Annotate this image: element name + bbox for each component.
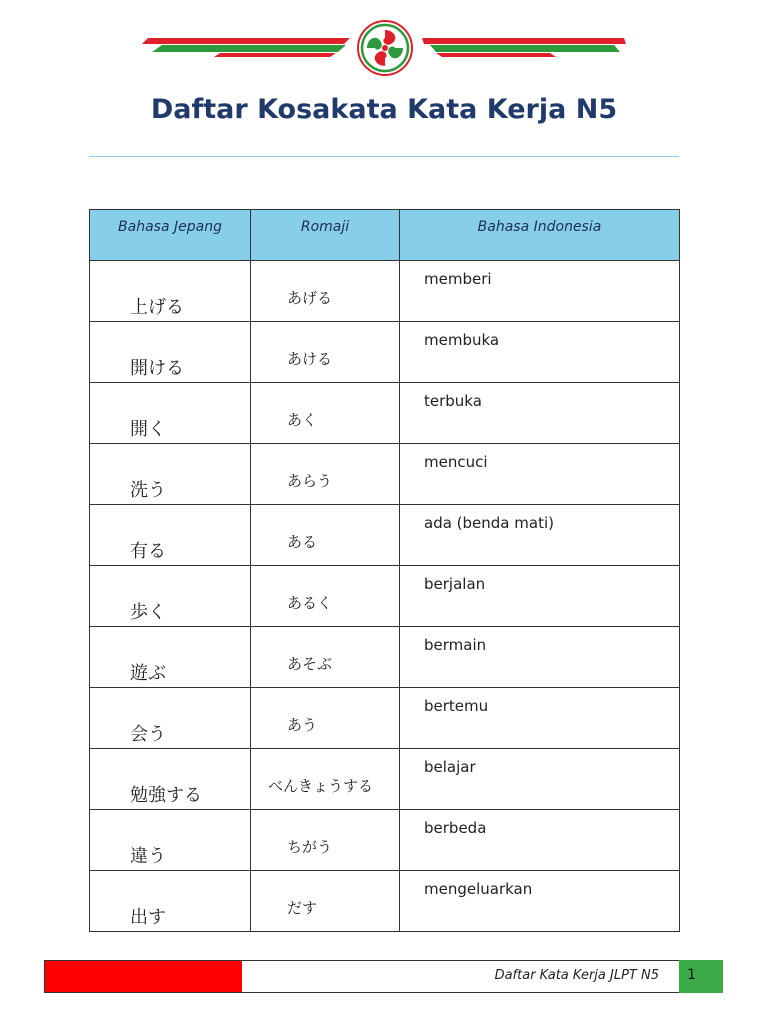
- table-row: [90, 810, 680, 871]
- cell-reading: [251, 810, 400, 871]
- table-row: [90, 749, 680, 810]
- meaning-text: bermain: [424, 636, 487, 654]
- vocabulary-table: [89, 209, 680, 932]
- reading-text: ある: [287, 533, 318, 551]
- table-header-row: [90, 210, 680, 261]
- meaning-text: belajar: [424, 758, 476, 776]
- page-number-box: [679, 960, 723, 993]
- meaning-text: bertemu: [424, 697, 489, 715]
- header-romaji: Romaji: [251, 210, 400, 261]
- table-row: [90, 505, 680, 566]
- cell-japanese: [90, 627, 251, 688]
- cell-japanese: [90, 261, 251, 322]
- cell-reading: [251, 566, 400, 627]
- table-row: [90, 322, 680, 383]
- cell-meaning: [400, 383, 680, 444]
- kanji-text: 開く: [130, 419, 166, 440]
- cell-japanese: [90, 444, 251, 505]
- cell-reading: [251, 444, 400, 505]
- reading-text: だす: [287, 899, 318, 917]
- cell-reading: [251, 505, 400, 566]
- meaning-text: mengeluarkan: [424, 880, 533, 898]
- page-footer: [44, 960, 723, 993]
- table-row: [90, 566, 680, 627]
- cell-meaning: [400, 505, 680, 566]
- cell-japanese: [90, 322, 251, 383]
- meaning-text: berjalan: [424, 575, 486, 593]
- kanji-text: 違う: [130, 846, 166, 867]
- reading-text: あける: [287, 350, 333, 368]
- cell-reading: [251, 383, 400, 444]
- cell-japanese: [90, 871, 251, 932]
- kanji-text: 勉強する: [130, 785, 202, 806]
- cell-meaning: [400, 627, 680, 688]
- reading-text: ちがう: [287, 838, 333, 856]
- document-title: Daftar Kosakata Kata Kerja N5: [150, 94, 618, 125]
- swirl-emblem-logo: [358, 21, 412, 75]
- footer-label-box: [242, 960, 680, 993]
- header-logo-band: [140, 14, 628, 84]
- cell-japanese: [90, 688, 251, 749]
- meaning-text: ada (benda mati): [424, 514, 554, 532]
- meaning-text: terbuka: [424, 392, 482, 410]
- kanji-text: 開ける: [130, 358, 184, 379]
- cell-meaning: [400, 871, 680, 932]
- table-row: [90, 871, 680, 932]
- cell-reading: [251, 749, 400, 810]
- cell-japanese: [90, 383, 251, 444]
- table-row: [90, 627, 680, 688]
- cell-reading: [251, 322, 400, 383]
- reading-text: あう: [287, 716, 318, 734]
- meaning-text: memberi: [424, 270, 492, 288]
- cell-reading: [251, 871, 400, 932]
- table-row: [90, 261, 680, 322]
- header-japanese: Bahasa Jepang: [90, 210, 251, 261]
- table-row: [90, 444, 680, 505]
- cell-japanese: [90, 505, 251, 566]
- cell-reading: [251, 261, 400, 322]
- page-number: 1: [687, 967, 696, 983]
- reading-text: あらう: [287, 472, 333, 490]
- cell-japanese: [90, 566, 251, 627]
- cell-meaning: [400, 322, 680, 383]
- header-indonesian: Bahasa Indonesia: [400, 210, 680, 261]
- kanji-text: 遊ぶ: [130, 663, 166, 684]
- cell-japanese: [90, 749, 251, 810]
- cell-meaning: [400, 566, 680, 627]
- table-row: [90, 383, 680, 444]
- meaning-text: berbeda: [424, 819, 487, 837]
- meaning-text: mencuci: [424, 453, 488, 471]
- reading-text: あく: [287, 411, 318, 429]
- kanji-text: 歩く: [130, 602, 166, 623]
- footer-red-block: [44, 960, 244, 993]
- reading-text: あげる: [287, 289, 333, 307]
- cell-meaning: [400, 261, 680, 322]
- cell-meaning: [400, 444, 680, 505]
- kanji-text: 洗う: [130, 480, 166, 501]
- kanji-text: 出す: [130, 907, 166, 928]
- right-stripes: [422, 38, 626, 57]
- cell-meaning: [400, 810, 680, 871]
- cell-reading: [251, 688, 400, 749]
- meaning-text: membuka: [424, 331, 500, 349]
- cell-meaning: [400, 688, 680, 749]
- table-row: [90, 688, 680, 749]
- title-divider: [89, 156, 679, 157]
- reading-text: あそぶ: [287, 655, 333, 673]
- kanji-text: 有る: [130, 541, 166, 562]
- kanji-text: 上げる: [130, 297, 184, 318]
- cell-japanese: [90, 810, 251, 871]
- cell-meaning: [400, 749, 680, 810]
- reading-text: べんきょうする: [268, 777, 374, 795]
- left-stripes: [142, 38, 350, 57]
- kanji-text: 会う: [130, 724, 166, 745]
- reading-text: あるく: [287, 594, 333, 612]
- cell-reading: [251, 627, 400, 688]
- footer-label: Daftar Kata Kerja JLPT N5: [494, 968, 659, 983]
